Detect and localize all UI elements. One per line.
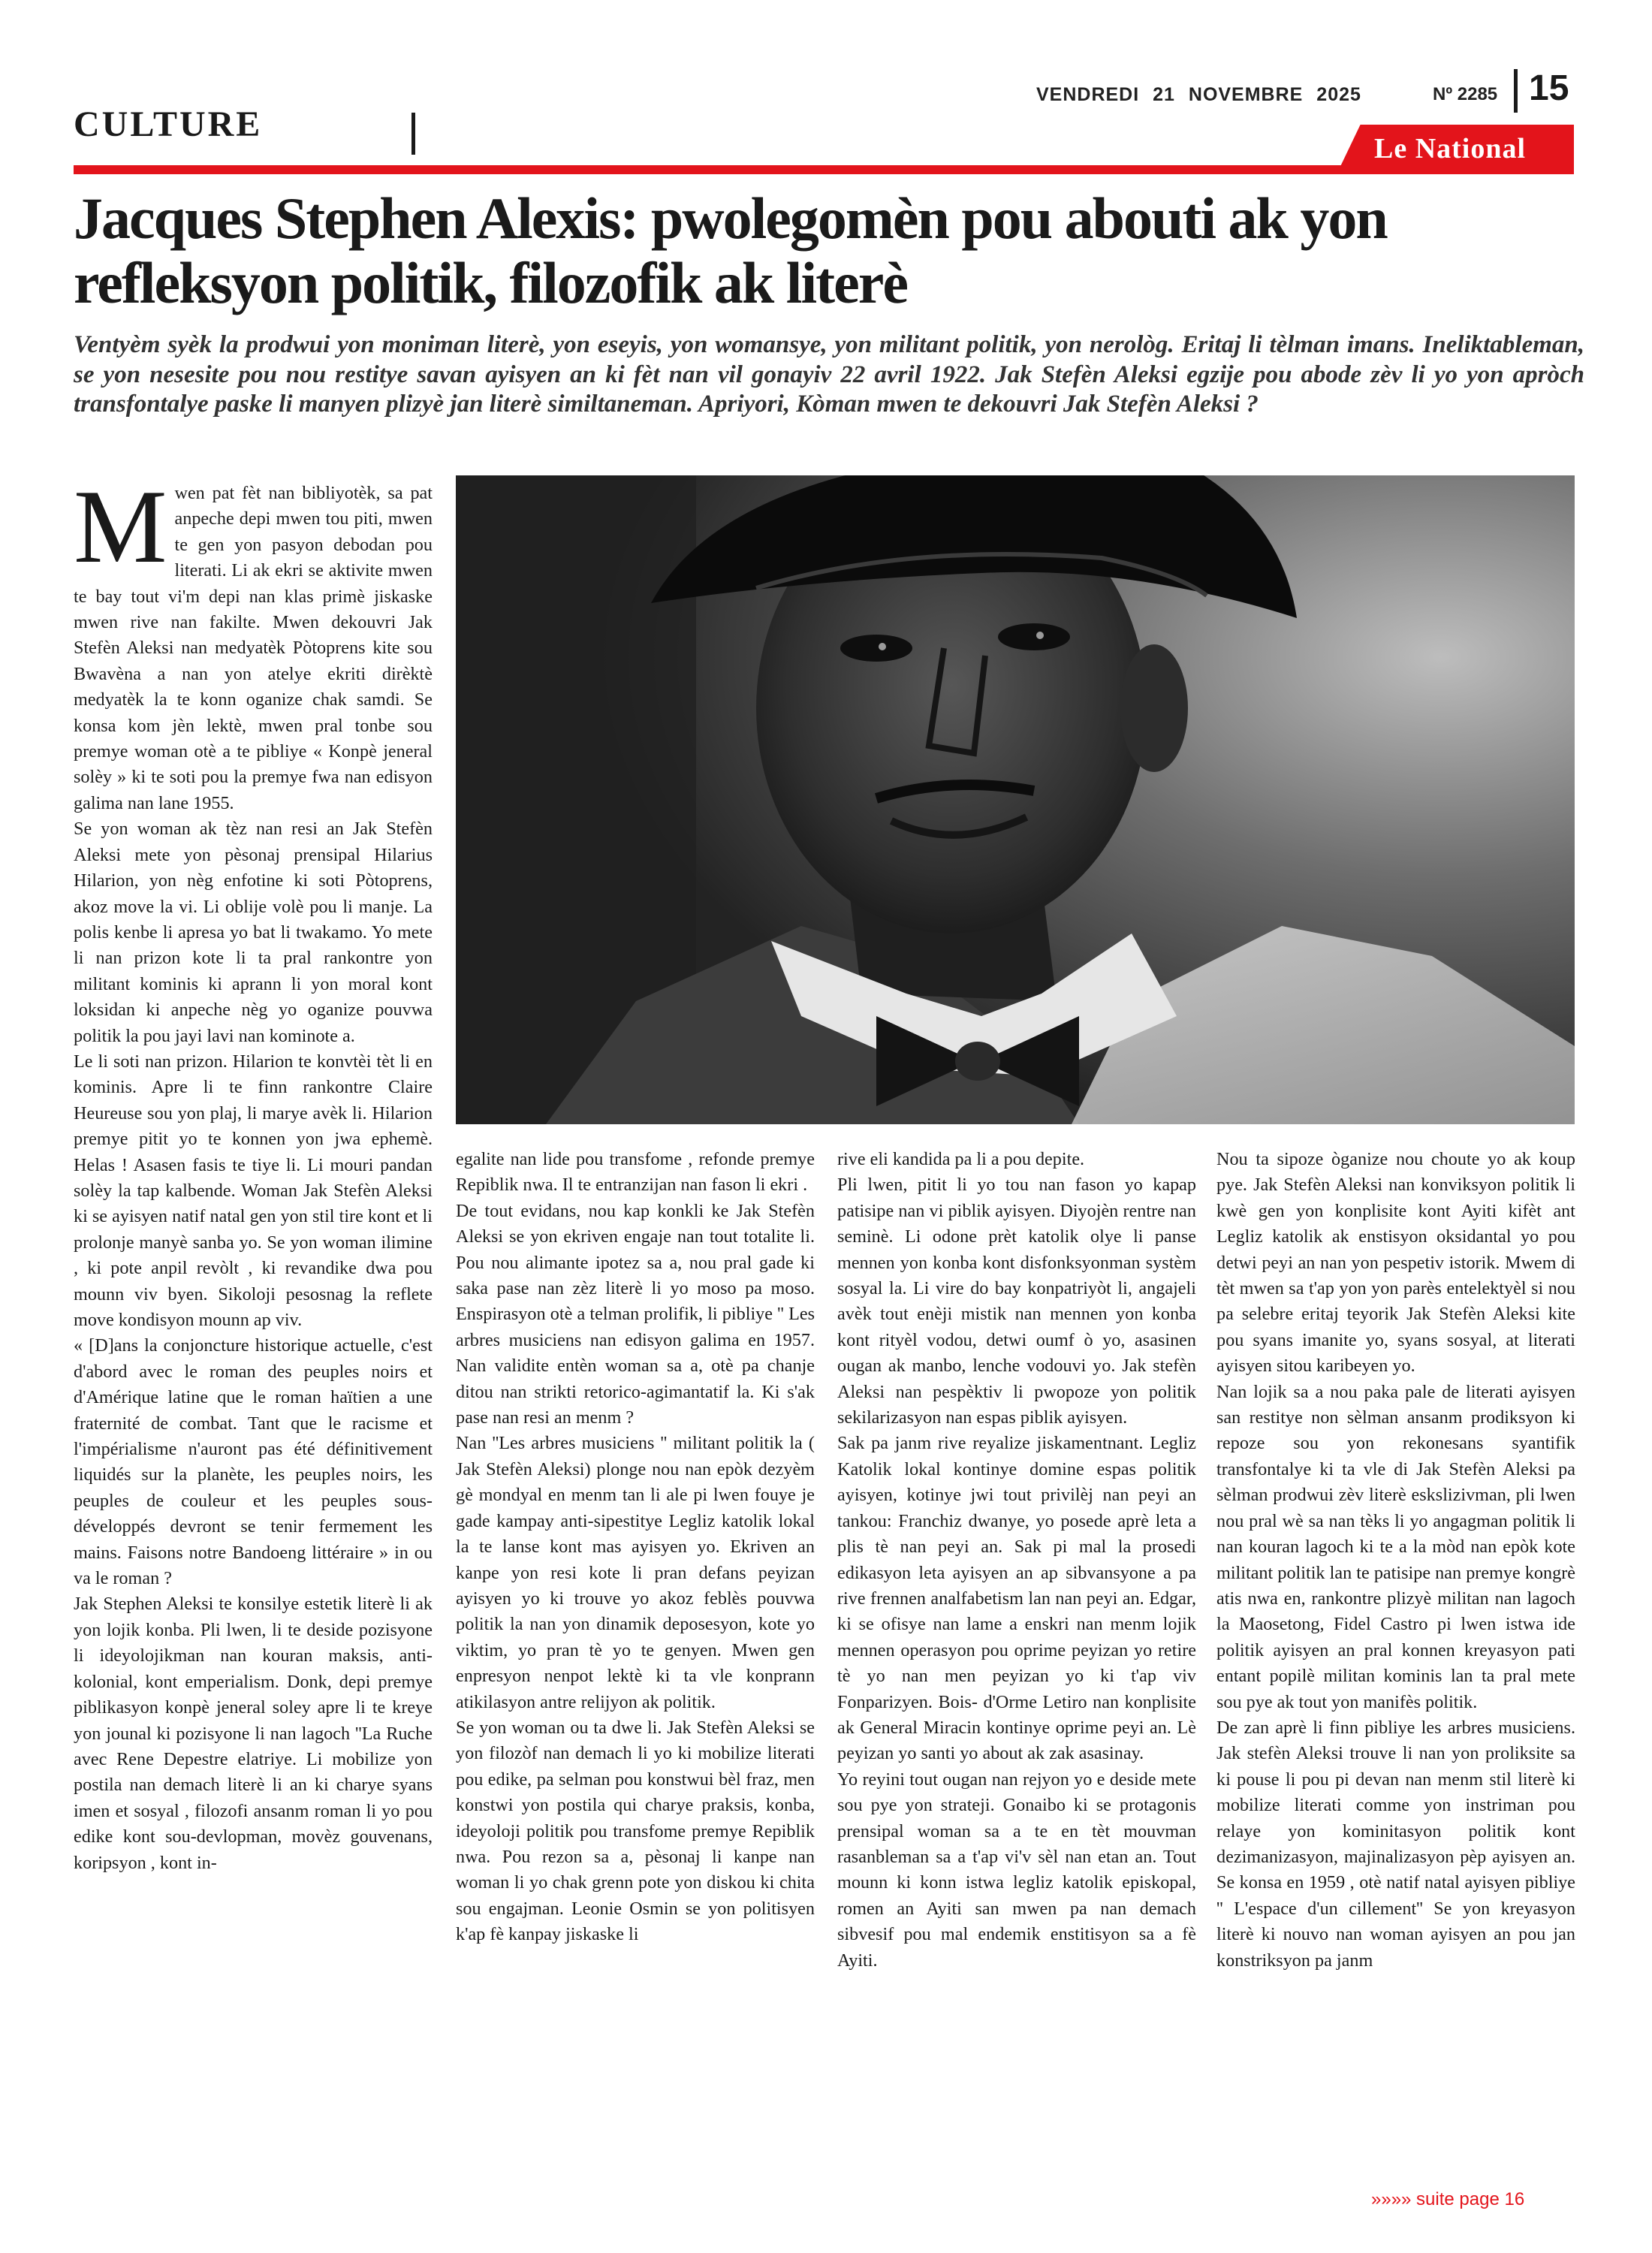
- paragraph: Sak pa janm rive reyalize jiskamentnant. Legliz Katolik lokal kontinye domine espas politik ayisyen, kotinye jwi tout privilèj nan peyi an tankou: Franchiz dwanye, yo posede aprè leta a plis tè nan peyi an. Sak pi mal la prosedi edikasyon leta ayisyen an ap sibvansyone a pa rive frennen analfabetism lan nan peyi an. Edgar, ki se ofisye nan lame a enskri nan menm lojik mennen operasyon pou oprime peyizan yo retire tè yo nan men peyizan yo ki t'ap viv Fonparizyen. Bois- d'Orme Letiro nan konplisite ak General Miracin kontinye oprime peyi an. Lè peyizan yo santi yo about ak zak asasinay.: [837, 1433, 1196, 1764]
- drop-cap: M: [74, 469, 167, 585]
- paragraph: Pli lwen, pitit li yo tou nan fason yo kapap patisipe nan vi piblik ayisyen. Diyojèn rentre nan seminè. Li odone prèt katolik olye li panse mennen yon konba kont disfonksyonman systèm sosyal la. Li vire do bay konpatriyòt li, angajeli avèk tout enèji mistik nan mennen yon konba kont rityèl vodou, detwi oumf ò yo, asasinen ougan ak manbo, lenche vodouvi yo. Jak stefèn Aleksi nan pespèktiv li pwopoze yon politik sekilarizasyon nan espas piblik ayisyen.: [837, 1175, 1196, 1428]
- paragraph: Se yon woman ak tèz nan resi an Jak Stefèn Aleksi mete yon pèsonaj prensipal Hilarius Hilarion, yon nèg enfotine ki soti Pòtoprens, akoz move la vi. Li oblije volè pou li manje. La polis kenbe li apresa yo bat li twakamo. Yo mete li nan prizon kote li ta pral rankontre yon militant kominis ki aprann li yon moral kont loksidan ki anpeche nèg yo oganize pouvwa politik la pou jayi lavi nan kominote a.: [74, 819, 433, 1046]
- issue-number: Nº 2285: [1433, 84, 1498, 104]
- page-divider: [1514, 69, 1518, 113]
- paragraph: Se yon woman ou ta dwe li. Jak Stefèn Aleksi se yon filozòf nan demach li yo ki mobilize literati pou edike, pa selman pou konstwui bèl fraz, men konstwi yon postila qui charye praksis, konba, ideyoloji politik pou transfome premye Repiblik nwa. Pou rezon sa a, pèsonaj li kanpe nan woman li yo chak grenn pote yon diskou ki chita sou engajman. Leonie Osmin se yon politisyen k'ap fè kanpay jiskaske li: [456, 1717, 815, 1945]
- portrait-photo: [456, 475, 1575, 1124]
- article-column-1: [74, 469, 433, 1876]
- paragraph: wen pat fèt nan bibliyotèk, sa pat anpeche depi mwen tou piti, mwen te gen yon pasyon debodan pou literati. Li ak ekri se aktivite mwen te bay tout vi'm depi nan klas primè jiskaske mwen rive nan fakilte. Mwen dekouvri Jak Stefèn Aleksi nan medyatèk Pòtoprens kite sou Bwavèna a nan yon atelye ekriti dirèktè medyatèk la te konn oganize chak samdi. Se konsa kom jèn lektè, mwen pral tonbe sou premye woman otè a te pibliye « Konpè jeneral solèy » ki te soti pou la premye fwa nan edisyon galima nan lane 1955.: [74, 483, 433, 813]
- paragraph: Yo reyini tout ougan nan rejyon yo e deside mete sou pye yon strateji. Gonaibo ki se protagonis prensipal woman sa a te en tèt mouvman rasanbleman sa a t'ap vi'v sèl nan etan an. Tout mounn ki konn istwa legliz katolik episkopal, romen an Ayiti san mwen pa nan demach sibvesif pou mal endemik enstitisyon sa a fè Ayiti.: [837, 1769, 1196, 1971]
- paragraph: De tout evidans, nou kap konkli ke Jak Stefèn Aleksi se yon ekriven engaje nan tout totalite li. Pou nou alimante ipotez sa a, nou pral gade ki saka pase nan zèz literè li yo moso pa moso. Enspirasyon otè a telman prolifik, li pibliye '' Les arbres musiciens nan edisyon galima en 1957. Nan validite entèn woman sa a, otè pa chanje ditou nan strikti retorico-agimantatif la. Ki s'ak pase nan resi an menm ?: [456, 1200, 815, 1428]
- paragraph: Jak Stephen Aleksi te konsilye estetik literè li ak yon lojik konba. Pli lwen, li te deside pozisyone li ideyolojikman nan kouran maksis, anti-kolonial, kont emperialism. Donk, depi premye piblikasyon konpè jeneral soley apre li te kreye yon jounal ki pozisyone li nan lagoch ''La Ruche avec Rene Depestre elatriye. Li mobilize yon postila nan demach literè li an ki charye syans imen et sosyal , filozofi ansanm roman li yo pou edike kont sou-devlopman, movèz gouvenans, koripsyon , kont in-: [74, 1594, 433, 1873]
- paragraph: Nan ''Les arbres musiciens '' militant politik la ( Jak Stefèn Aleksi) plonge nou nan epòk dezyèm gè mondyal en menm tan li ale pi lwen fouye je gade kampay anti-sipestitye Legliz katolik lokal la te lanse kont mas ayisyen yo. Ekriven an kanpe yon resi kote li pran defans peyizan ayisyen yo ki trouve yo akoz feblès pouvwa politik la nan yon dinamik deposesyon, kote yo viktim, yo pran tè yo te genyen. Mwen gen enpresyon nenpot lektè ki ta vle konprann atikilasyon antre relijyon ak politik.: [456, 1433, 815, 1712]
- article-title: Jacques Stephen Alexis: pwolegomèn pou abouti ak yon refleksyon politik, filozofik ak literè: [74, 185, 1387, 315]
- section-divider: [411, 113, 415, 155]
- article-column-3: [837, 1147, 1196, 1974]
- section-label: CULTURE: [74, 104, 263, 144]
- paragraph: « [D]ans la conjoncture historique actuelle, c'est d'abord avec le roman des peuples noirs et d'Amérique latine que le roman haïtien a une fraternité de combat. Tant que le racisme et l'impérialisme n'auront pas été définitivement liquidés sur la planète, les peuples noirs, les peuples de couleur et les peuples sous-développés devront se tenir fermement les mains. Faisons notre Bandoeng littéraire » in ou va le roman ?: [74, 1335, 433, 1589]
- article-deck: Ventyèm syèk la prodwui yon moniman literè, yon eseyis, yon womansye, yon militant politik, yon nerològ. Eritaj li tèlman imans. Ineliktableman, se yon nesesite pou nou restitye savan ayisyen an ki fèt nan vil gonayiv 22 avril 1922. Jak Stefèn Aleksi egzije pou abode zèv li yo yon apròch transfontalye paske li manyen plizyè jan literè similtaneman. Apriyori, Kòman mwen te dekouvri Jak Stefèn Aleksi ?: [74, 331, 1584, 418]
- page-number: 15: [1529, 68, 1569, 108]
- continued-link[interactable]: »»»» suite page 16: [1371, 2189, 1525, 2209]
- dateline: VENDREDI 21 NOVEMBRE 2025: [1036, 84, 1361, 105]
- paragraph: egalite nan lide pou transfome , refonde premye Repiblik nwa. Il te entranzijan nan fason li ekri .: [456, 1149, 815, 1196]
- newspaper-brand: Le National: [1374, 133, 1527, 164]
- paragraph: Le li soti nan prizon. Hilarion te konvtèi tèt li en kominis. Apre li te finn rankontre Claire Heureuse sou yon plaj, li marye avèk li. Hilarion premye pitit yo te konnen yon jwa ephemè. Helas ! Asasen fasis te tiye li. Li mouri pandan solèy la tap kalbende. Woman Jak Stefèn Aleksi ki se ayisyen natif natal gen yon stil tire kont et li prolonje manyè sanba yo. Se yon woman ilimine , ki pote anpil revòlt , ki revandike dwa pou mounn viv byen. Sikoloji pesosnag la reflete move kondisyon mounn ap viv.: [74, 1051, 433, 1330]
- article-column-4: [1216, 1147, 1575, 1974]
- paragraph: Nou ta sipoze òganize nou choute yo ak koup pye. Jak Stefèn Aleksi nan konviksyon politik li kwè gen yon konplisite kont Ayiti kifèt ant Legliz katolik ak enstisyon oksidantal yo pou detwi peyi an nan yon pespetiv istorik. Mwem di tèt mwen sa t'ap yon yon parès entelektyèl si nou pa selebre eritaj teyorik Jak Stefèn Aleksi kite pou syans imanite yo, syans sosyal, at literati ayisyen sitou karibeyen yo.: [1216, 1149, 1575, 1377]
- paragraph: rive eli kandida pa li a pou depite.: [837, 1149, 1085, 1169]
- paragraph: De zan aprè li finn pibliye les arbres musiciens. Jak stefèn Aleksi trouve li nan yon proliksite sa ki pouse li pou pi devan nan menm stil literè ki mobilize literati comme yon instriman pou relaye yon kominitasyon politik kont dezimanizasyon, majinalizasyon pèp ayisyen an. Se konsa en 1959 , otè natif natal ayisyen pibliye '' L'espace d'un cillement'' Se yon kreyasyon literè ki nouvo nan woman ayisyen an pou jan konstriksyon pa janm: [1216, 1717, 1575, 1971]
- article-column-2: [456, 1147, 815, 1948]
- paragraph: Nan lojik sa a nou paka pale de literati ayisyen san restitye non sèlman ansanm prodiksyon ki repoze sou yon rekonesans syantifik transfontalye ki ta vle di Jak Stefèn Aleksi pa sèlman prodwui zèv literè eskslizivman, pli lwen nou pral wè sa nan tèks li yo angagman politik li nan kouran lagoch ki te a la mòd nan epòk kote militant politik lan te patisipe nan premye kongrè atis nwa en, rankontre plizyè militan nan lagoch la Maosetong, Fidel Castro pi lwen istwa ide politik ayisyen an pral konnen kreyasyon pati entant popilè militan kominis lan ta pral mete sou pye ak tout yon manifès politik.: [1216, 1381, 1575, 1712]
